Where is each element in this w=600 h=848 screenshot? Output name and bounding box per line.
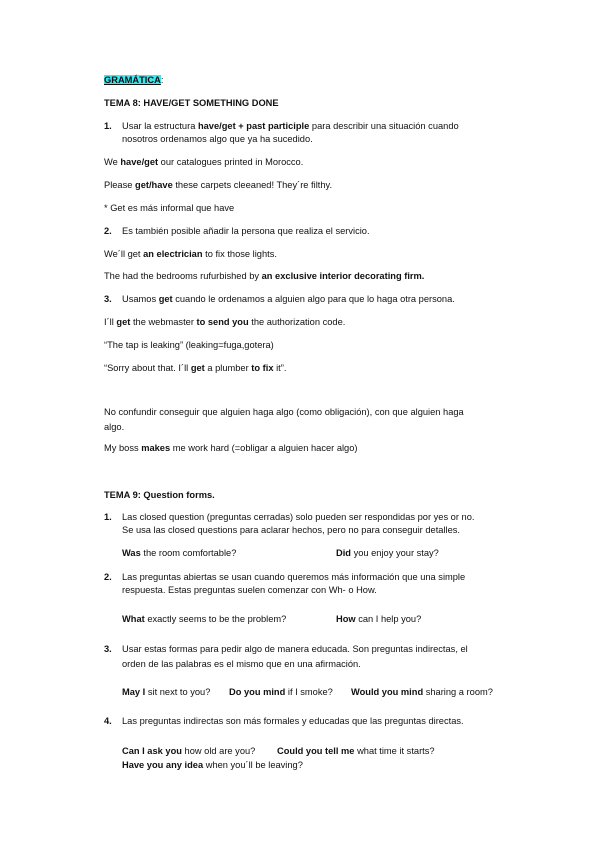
tema9-p1-line1: Las closed question (preguntas cerradas) solo pueden ser respondidas por yes or no. (122, 512, 475, 522)
tema8-p3-text: Usamos get cuando le ordenamos a alguien algo para que lo haga otra persona. (122, 294, 455, 304)
tema8-p3-number: 3. (104, 294, 112, 304)
tema8-p1-line2: nosotros ordenamos algo que ya ha sucedido. (122, 134, 313, 144)
tema9-p3-example-a: May I sit next to you? (122, 687, 211, 697)
tema9-p1-number: 1. (104, 512, 112, 522)
tema9-p4-number: 4. (104, 716, 112, 726)
tema9-title: TEMA 9: Question forms. (104, 490, 215, 500)
tema8-p1-line1: Usar la estructura have/get + past participle para describir una situación cuando (122, 121, 459, 131)
tema8-example-7: “Sorry about that. I´ll get a plumber to fix it”. (104, 363, 287, 373)
tema8-example-8: My boss makes me work hard (=obligar a alguien hacer algo) (104, 443, 358, 453)
tema9-p2-number: 2. (104, 572, 112, 582)
tema8-example-1: We have/get our catalogues printed in Morocco. (104, 157, 304, 167)
tema8-p2-number: 2. (104, 226, 112, 236)
tema9-p2-line1: Las preguntas abiertas se usan cuando queremos más información que una simple (122, 572, 466, 582)
tema9-p2-example-a: What exactly seems to be the problem? (122, 614, 287, 624)
tema8-confuse-line1: No confundir conseguir que alguien haga algo (como obligación), con que alguien haga (104, 407, 464, 417)
tema8-example-6: “The tap is leaking” (leaking=fuga,gotera) (104, 340, 274, 350)
tema9-p4-example-b: Could you tell me what time it starts? (277, 746, 435, 756)
tema8-note: * Get es más informal que have (104, 203, 235, 213)
tema9-p3-line1: Usar estas formas para pedir algo de manera educada. Son preguntas indirectas, el (122, 644, 468, 654)
tema8-example-2: Please get/have these carpets cleeaned! They´re filthy. (104, 180, 333, 190)
tema8-example-5: I´ll get the webmaster to send you the authorization code. (104, 317, 346, 327)
tema8-title: TEMA 8: HAVE/GET SOMETHING DONE (104, 98, 279, 108)
tema9-p3-number: 3. (104, 644, 112, 654)
tema9-p3-example-b: Do you mind if I smoke? (229, 687, 333, 697)
tema8-p1-number: 1. (104, 121, 112, 131)
tema9-p4-example-c: Have you any idea when you´ll be leaving? (122, 760, 303, 770)
grammar-heading: GRAMÁTICA: (104, 75, 164, 85)
tema8-confuse-line2: algo. (104, 422, 125, 432)
tema8-example-3: We´ll get an electrician to fix those lights. (104, 249, 277, 259)
tema9-p1-example-b: Did you enjoy your stay? (336, 548, 439, 558)
tema9-p4-line1: Las preguntas indirectas son más formales y educadas que las preguntas directas. (122, 716, 464, 726)
tema9-p2-line2: respuesta. Estas preguntas suelen comenzar con Wh- o How. (122, 585, 377, 595)
tema9-p3-line2: orden de las palabras es el mismo que en una afirmación. (122, 659, 361, 669)
tema9-p4-example-a: Can I ask you how old are you? (122, 746, 256, 756)
tema9-p1-example-a: Was the room comfortable? (122, 548, 237, 558)
tema9-p1-line2: Se usa las closed questions para aclarar hechos, pero no para conseguir detalles. (122, 525, 460, 535)
tema8-p2-text: Es también posible añadir la persona que realiza el servicio. (122, 226, 370, 236)
tema8-example-4: The had the bedrooms rufurbished by an exclusive interior decorating firm. (104, 271, 425, 281)
tema9-p3-example-c: Would you mind sharing a room? (351, 687, 493, 697)
tema9-p2-example-b: How can I help you? (336, 614, 422, 624)
